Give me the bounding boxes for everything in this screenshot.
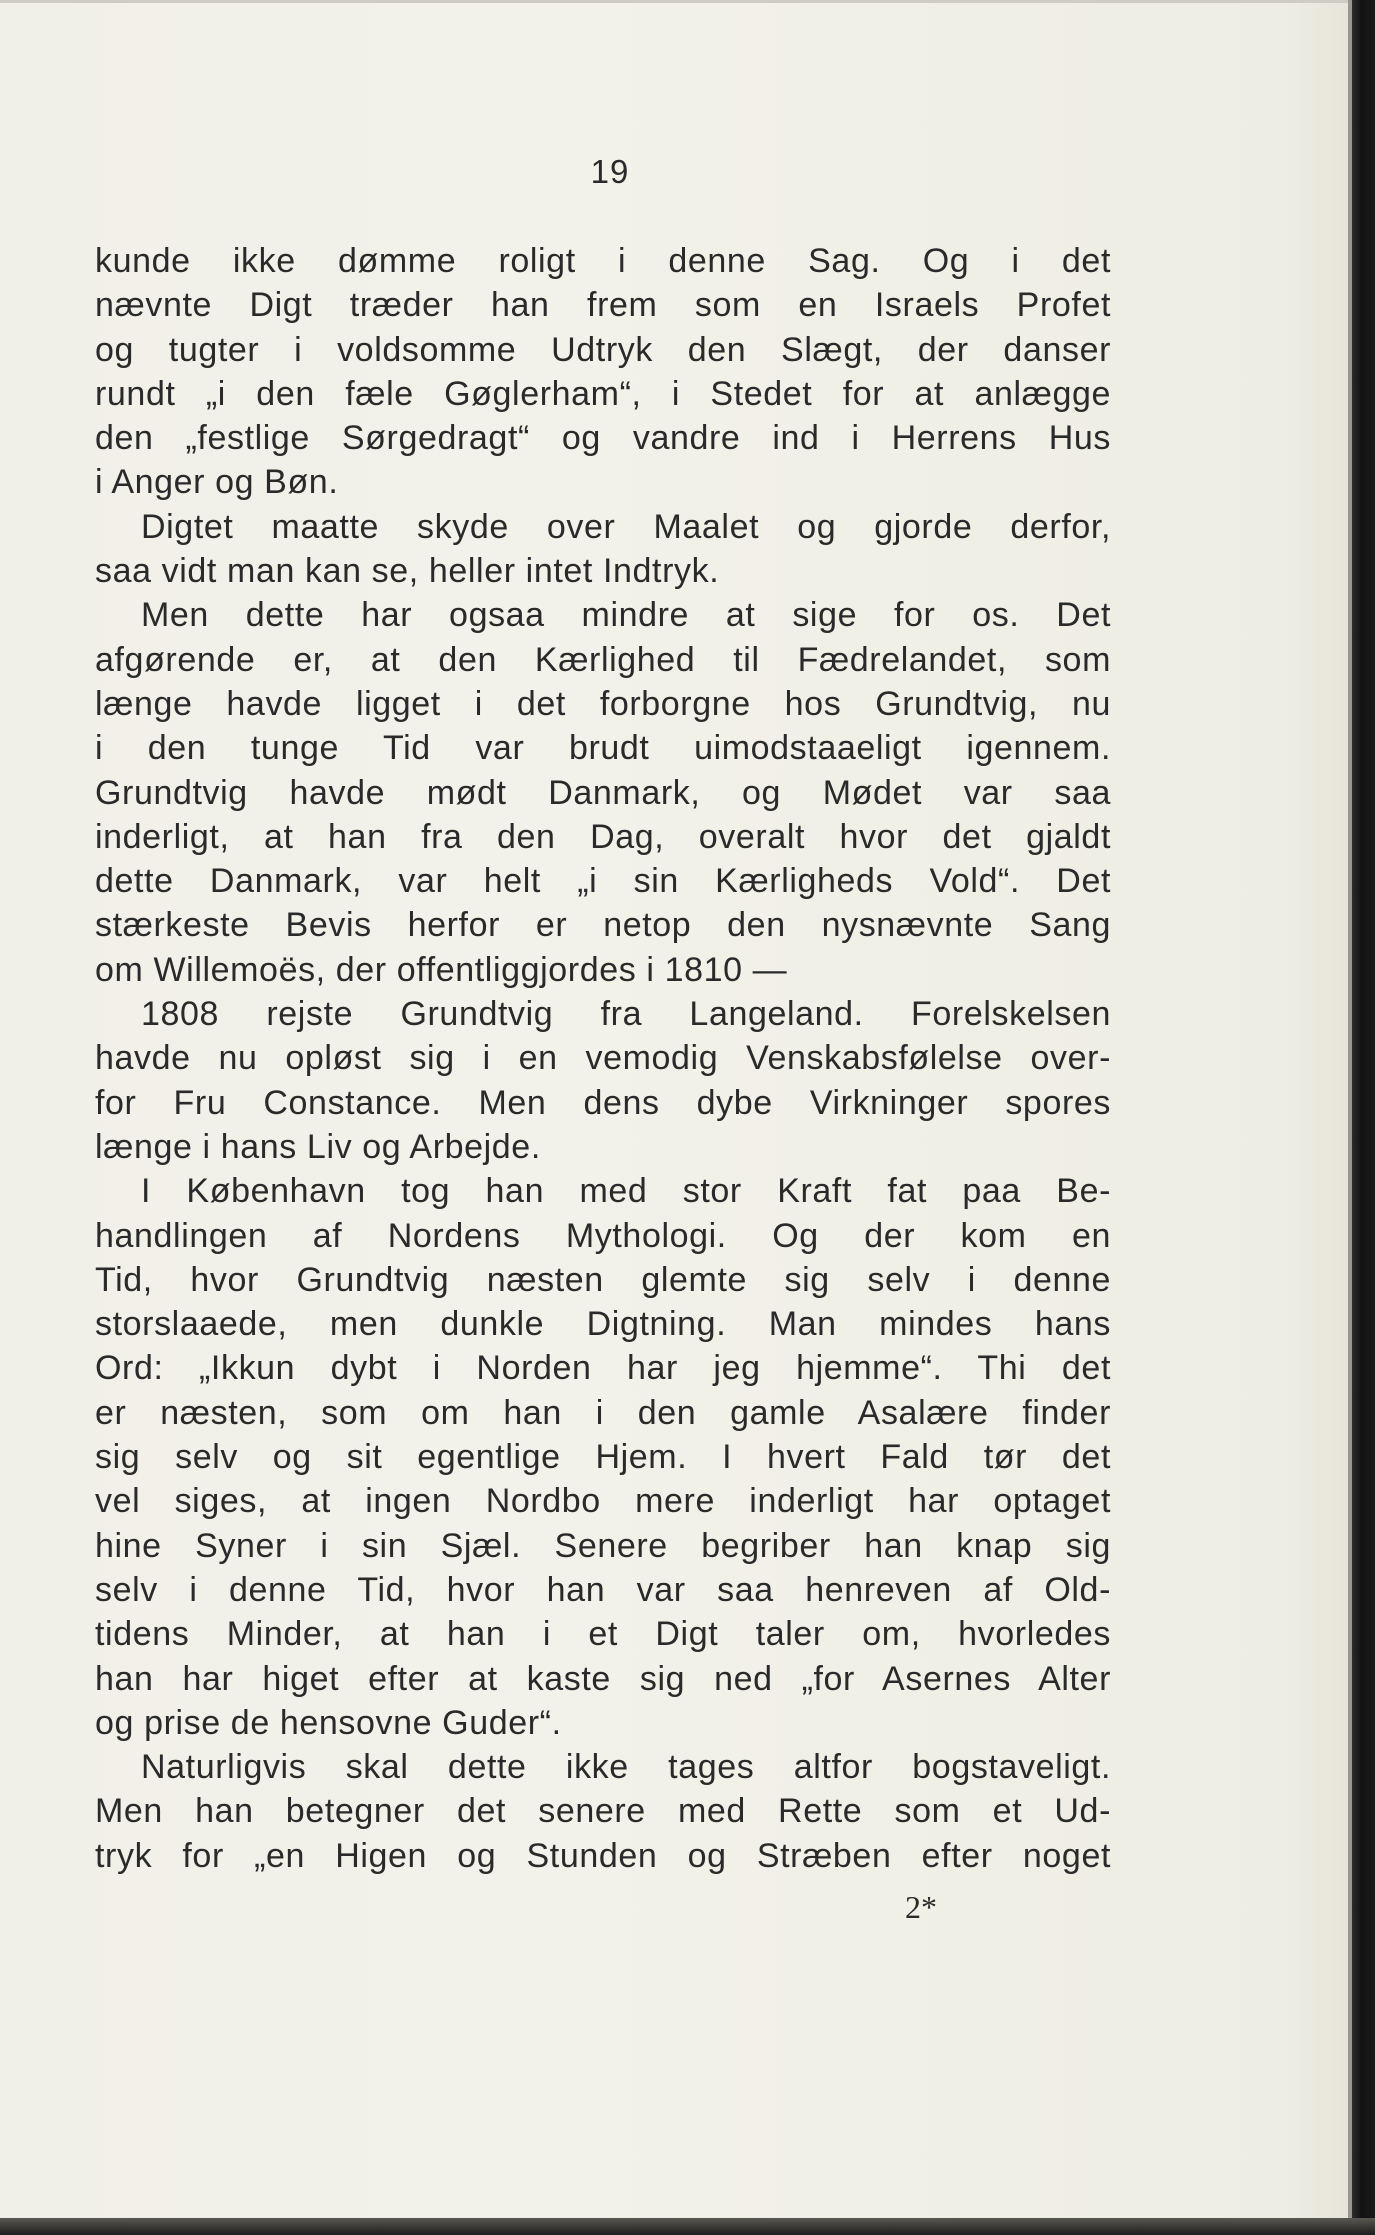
text-line: længe havde ligget i det forborgne hos Grundtvig, nu (95, 684, 1111, 723)
text-line: saa vidt man kan se, heller intet Indtryk. (95, 552, 720, 591)
text-line: stærkeste Bevis herfor er netop den nysnævnte Sang (95, 906, 1111, 945)
text-line: 1808 rejste Grundtvig fra Langeland. Forelskelsen (141, 995, 1111, 1034)
text-line: havde nu opløst sig i en vemodig Venskabsfølelse over- (95, 1039, 1111, 1078)
text-line: handlingen af Nordens Mythologi. Og der kom en (95, 1216, 1111, 1255)
text-line: selv i denne Tid, hvor han var saa henreven af Old- (95, 1570, 1111, 1609)
text-line: inderligt, at han fra den Dag, overalt hvor det gjaldt (95, 817, 1111, 856)
text-line: Digtet maatte skyde over Maalet og gjorde derfor, (141, 507, 1111, 546)
text-line: i den tunge Tid var brudt uimodstaaeligt igennem. (95, 729, 1111, 768)
text-line: vel siges, at ingen Nordbo mere inderligt har optaget (95, 1482, 1111, 1521)
book-cover-edge (1352, 0, 1375, 2235)
page-number: 19 (590, 153, 630, 190)
text-line: længe i hans Liv og Arbejde. (95, 1127, 541, 1166)
text-line: og prise de hensovne Guder“. (95, 1703, 562, 1742)
text-line: dette Danmark, var helt „i sin Kærligheds Vold“. Det (95, 862, 1111, 901)
text-line: storslaaede, men dunkle Digtning. Man mindes hans (95, 1305, 1111, 1344)
text-line: rundt „i den fæle Gøglerham“, i Stedet for at anlægge (95, 374, 1111, 413)
text-line: sig selv og sit egentlige Hjem. I hvert Fald tør det (95, 1438, 1111, 1477)
text-line: Men dette har ogsaa mindre at sige for os. Det (141, 596, 1111, 635)
text-line: og tugter i voldsomme Udtryk den Slægt, der danser (95, 330, 1111, 369)
text-line: nævnte Digt træder han frem som en Israels Profet (95, 286, 1111, 325)
text-line: hine Syner i sin Sjæl. Senere begriber han knap sig (95, 1526, 1111, 1565)
text-line: den „festlige Sørgedragt“ og vandre ind i Herrens Hus (95, 419, 1111, 458)
text-line: i Anger og Bøn. (95, 463, 339, 502)
text-line: Naturligvis skal dette ikke tages altfor bogstaveligt. (141, 1748, 1111, 1787)
signature-mark: 2* (905, 1889, 937, 1925)
text-line: kunde ikke dømme roligt i denne Sag. Og i det (95, 242, 1111, 280)
text-line: Men han betegner det senere med Rette som et Ud- (95, 1792, 1111, 1831)
text-line: afgørende er, at den Kærlighed til Fædrelandet, som (95, 640, 1111, 679)
text-line: om Willemoës, der offentliggjordes i 1810 — (95, 950, 788, 989)
text-line: I København tog han med stor Kraft fat paa Be- (141, 1172, 1111, 1211)
text-line: er næsten, som om han i den gamle Asalære finder (95, 1393, 1111, 1432)
text-line: for Fru Constance. Men dens dybe Virkninger spores (95, 1083, 1111, 1122)
text-line: Ord: „Ikkun dybt i Norden har jeg hjemme“. Thi det (95, 1349, 1111, 1388)
text-line: tryk for „en Higen og Stunden og Stræben efter noget (95, 1836, 1111, 1875)
text-line: Grundtvig havde mødt Danmark, og Mødet var saa (95, 773, 1111, 812)
text-line: tidens Minder, at han i et Digt taler om, hvorledes (95, 1615, 1111, 1654)
book-bottom-edge (0, 2218, 1375, 2235)
text-line: han har higet efter at kaste sig ned „for Asernes Alter (95, 1659, 1111, 1698)
text-line: Tid, hvor Grundtvig næsten glemte sig selv i denne (95, 1260, 1111, 1299)
body-text (95, 239, 1111, 1878)
